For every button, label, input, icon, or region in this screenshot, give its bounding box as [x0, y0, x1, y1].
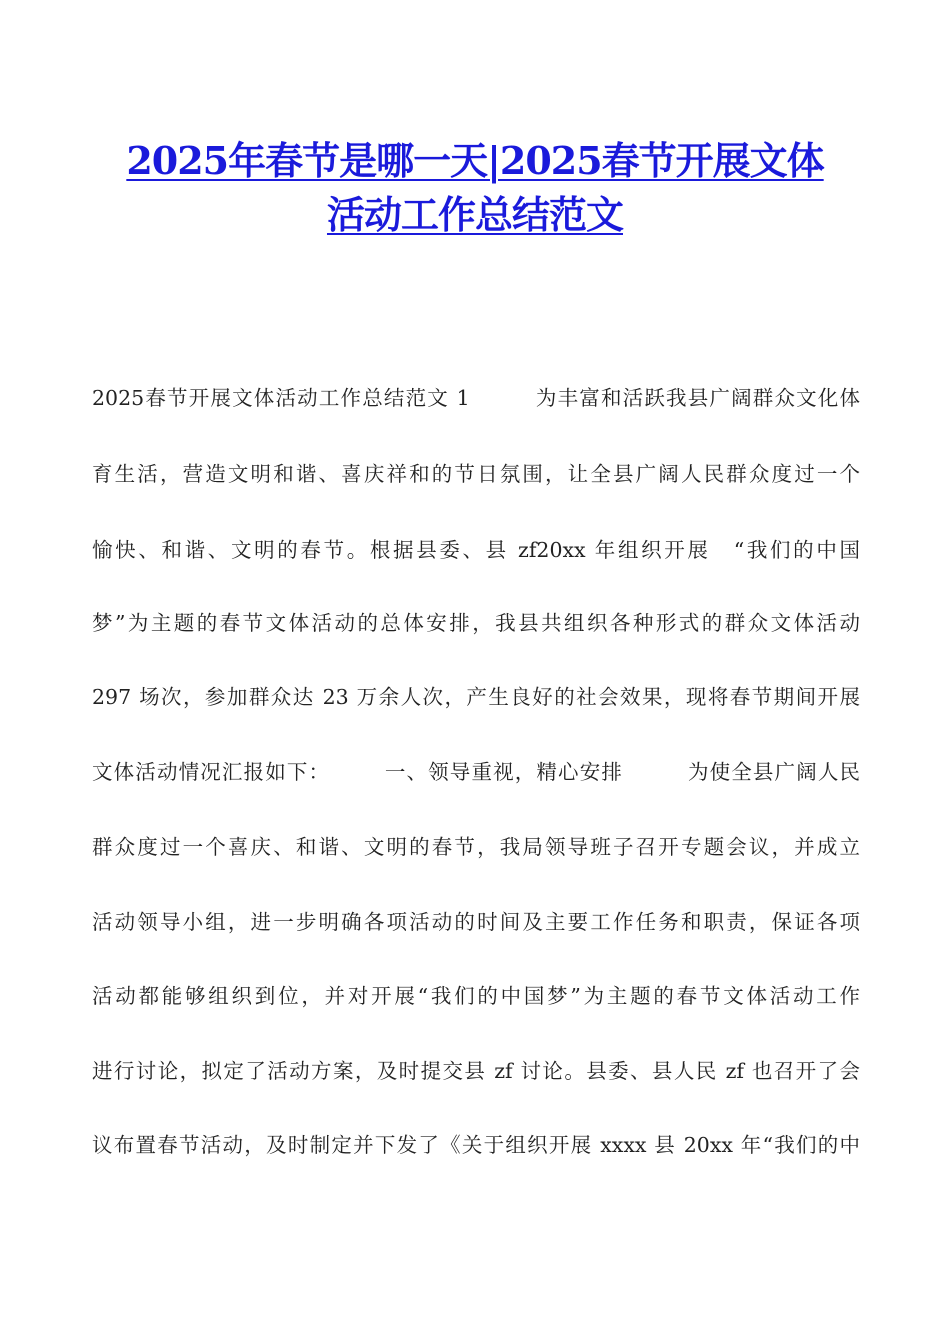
body-line: 议布置春节活动，及时制定并下发了《关于组织开展 xxxx 县 20xx 年“我们的中	[92, 1133, 860, 1157]
title-link-line-2[interactable]: 活动工作总结范文	[326, 192, 623, 237]
body-line: 愉快、和谐、文明的春节。根据县委、县 zf20xx 年组织开展 “我们的中国	[92, 538, 860, 562]
body-line: 2025春节开展文体活动工作总结范文 1 为丰富和活跃我县广阔群众文化体	[92, 386, 860, 410]
body-line: 活动都能够组织到位，并对开展“我们的中国梦”为主题的春节文体活动工作	[92, 984, 860, 1008]
body-line: 群众度过一个喜庆、和谐、文明的春节，我局领导班子召开专题会议，并成立	[92, 835, 860, 859]
body-line: 297 场次，参加群众达 23 万余人次，产生良好的社会效果，现将春节期间开展	[92, 685, 860, 709]
body-line: 梦”为主题的春节文体活动的总体安排，我县共组织各种形式的群众文体活动	[92, 611, 860, 635]
body-line: 文体活动情况汇报如下： 一、领导重视，精心安排 为使全县广阔人民	[92, 760, 860, 784]
body-line: 活动领导小组，进一步明确各项活动的时间及主要工作任务和职责，保证各项	[92, 910, 860, 934]
body-line: 育生活，营造文明和谐、喜庆祥和的节日氛围，让全县广阔人民群众度过一个	[92, 462, 860, 486]
title-link-line-1[interactable]: 2025年春节是哪一天|2025春节开展文体	[126, 138, 824, 183]
body-line: 进行讨论，拟定了活动方案，及时提交县 zf 讨论。县委、县人民 zf 也召开了会	[92, 1059, 860, 1083]
